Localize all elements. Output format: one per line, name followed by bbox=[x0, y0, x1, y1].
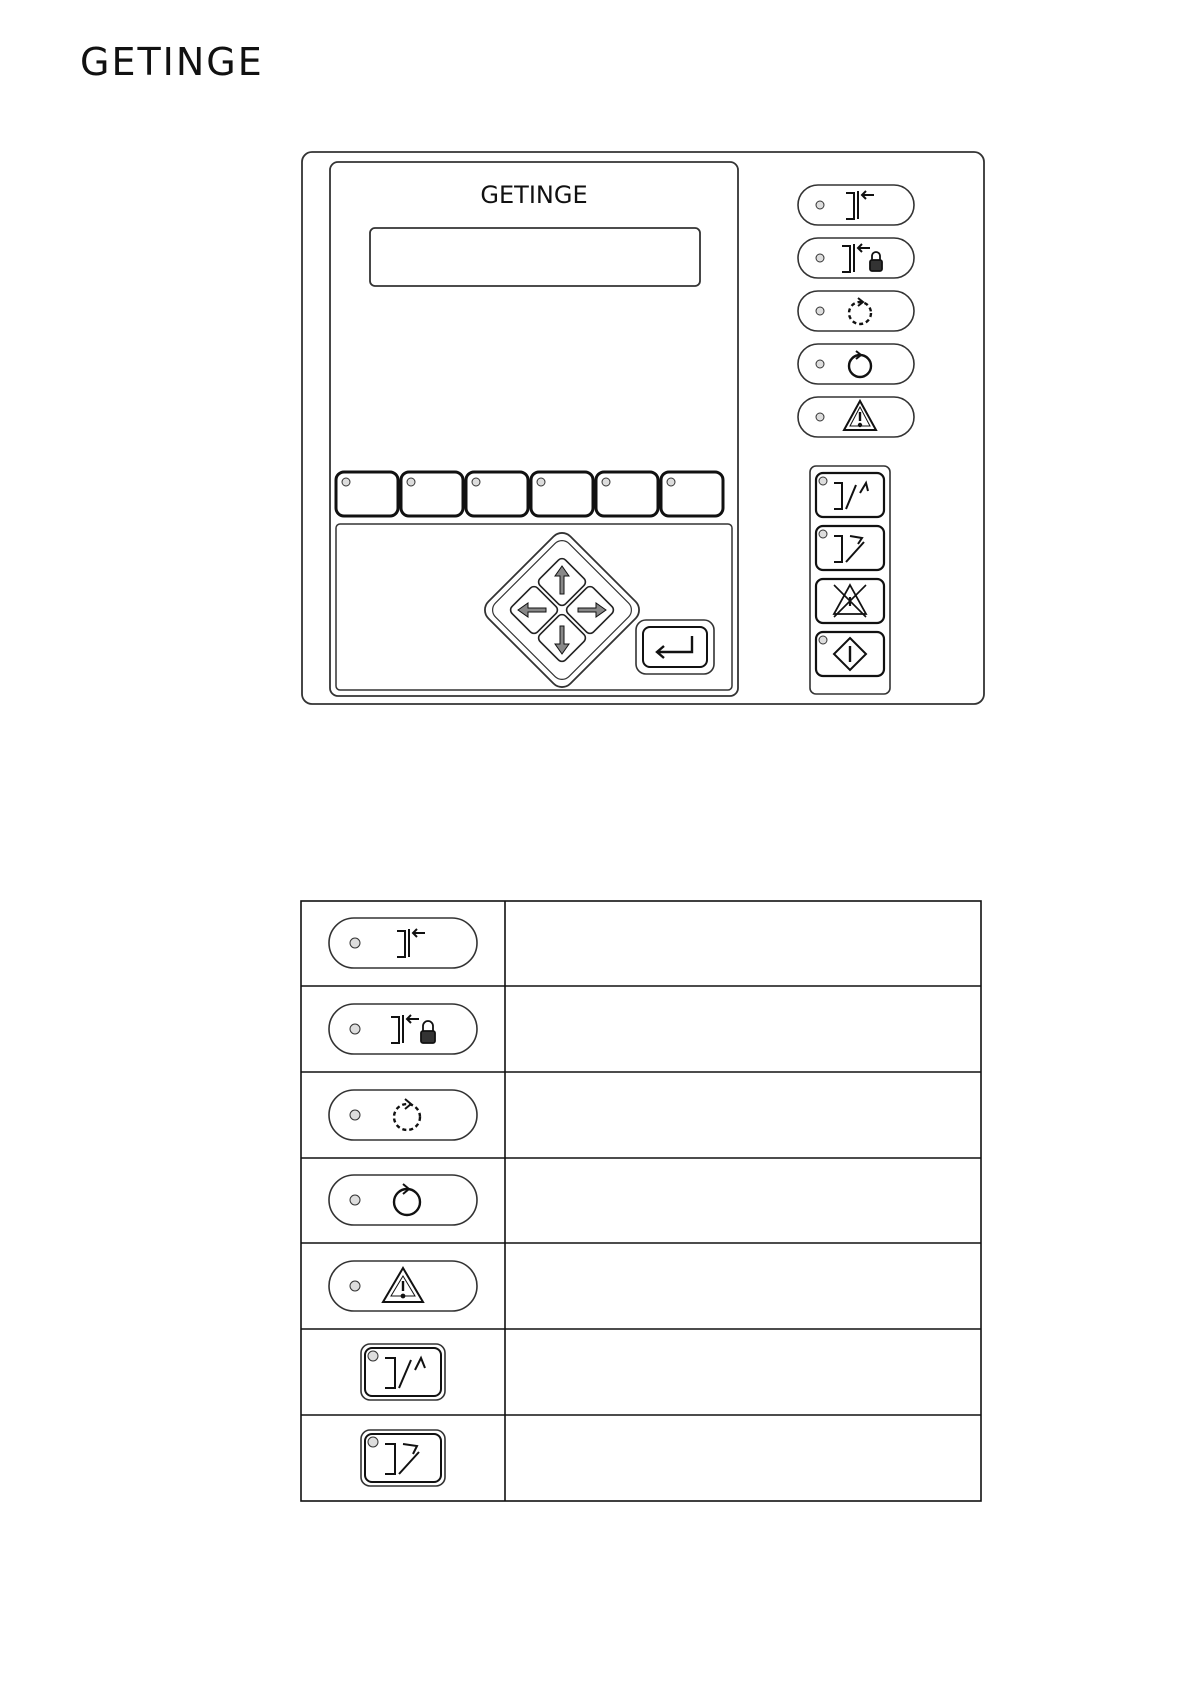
indicator-buttons bbox=[798, 185, 914, 437]
alarm-button[interactable] bbox=[798, 397, 914, 437]
legend-row bbox=[329, 918, 477, 968]
panel-brand: GETINGE bbox=[480, 181, 588, 209]
legend-row bbox=[361, 1344, 445, 1400]
soft-key-1[interactable] bbox=[336, 472, 398, 516]
soft-key-4[interactable] bbox=[531, 472, 593, 516]
door-lock-button[interactable] bbox=[798, 238, 914, 278]
legend-table bbox=[300, 900, 982, 1502]
door-close-square-button[interactable] bbox=[816, 526, 884, 570]
cycle-complete-button[interactable] bbox=[798, 344, 914, 384]
soft-key-3[interactable] bbox=[466, 472, 528, 516]
soft-key-5[interactable] bbox=[596, 472, 658, 516]
legend-row bbox=[329, 1261, 477, 1311]
enter-button[interactable] bbox=[636, 620, 714, 674]
brand-logo: GETINGE bbox=[80, 40, 264, 84]
alarm-mute-button[interactable] bbox=[816, 579, 884, 623]
legend-row bbox=[329, 1004, 477, 1054]
soft-key-2[interactable] bbox=[401, 472, 463, 516]
door-close-button[interactable] bbox=[798, 185, 914, 225]
start-button[interactable] bbox=[816, 632, 884, 676]
legend-row bbox=[329, 1090, 477, 1140]
legend-row bbox=[361, 1430, 445, 1486]
door-open-button[interactable] bbox=[816, 473, 884, 517]
cycle-running-button[interactable] bbox=[798, 291, 914, 331]
legend-row bbox=[329, 1175, 477, 1225]
lcd-display bbox=[370, 228, 700, 286]
soft-key-6[interactable] bbox=[661, 472, 723, 516]
control-panel bbox=[300, 150, 986, 706]
